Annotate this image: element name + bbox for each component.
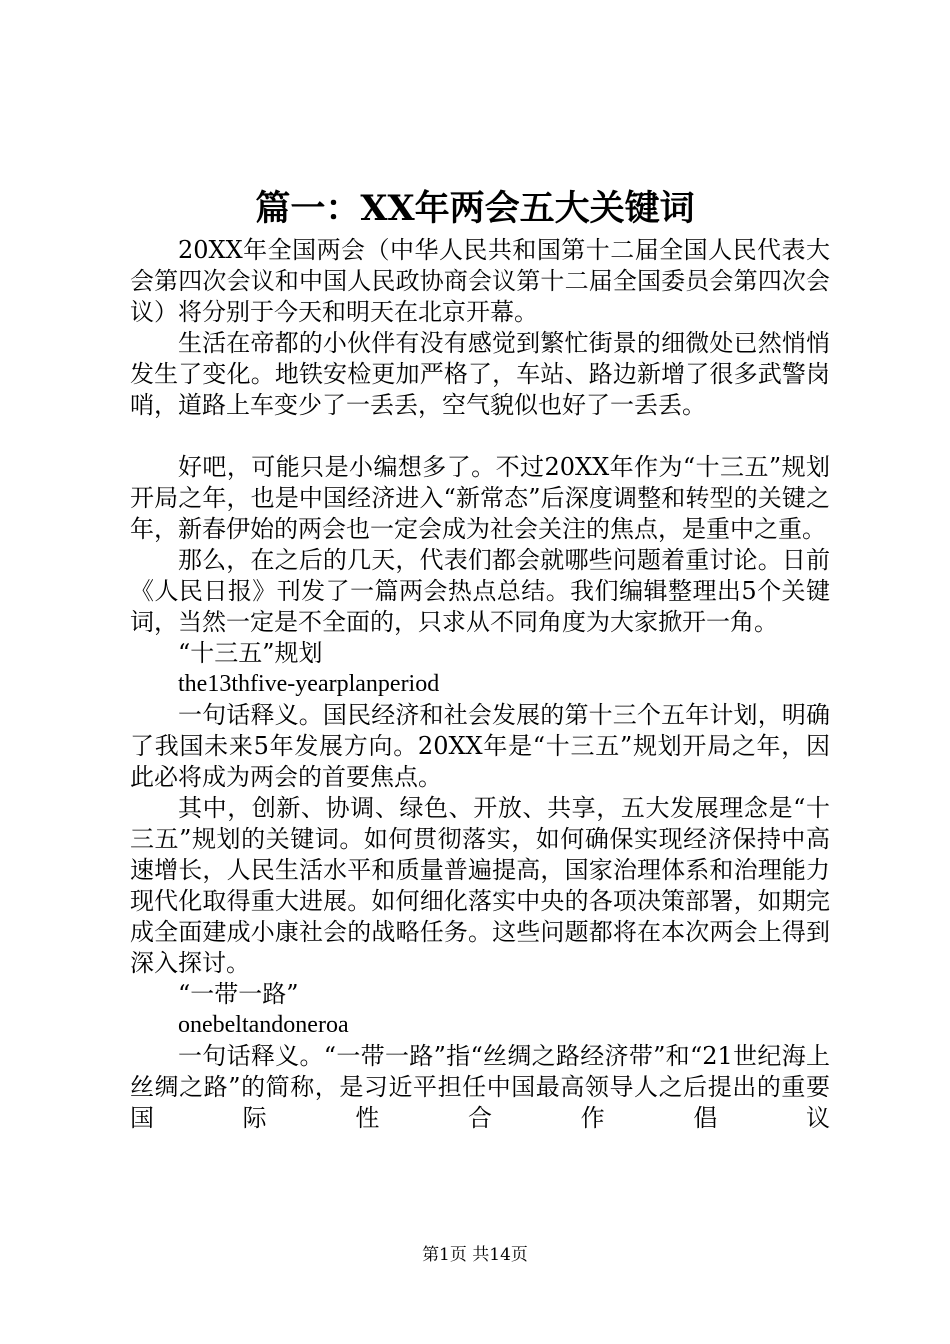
section-heading: “一带一路”	[178, 980, 299, 1008]
paragraph: 一句话释义。国民经济和社会发展的第十三个五年计划，明确了我国未来5年发展方向。20XX年是“十三五”规划开局之年，因此必将成为两会的首要焦点。	[130, 701, 830, 791]
section-heading: “十三五”规划	[178, 639, 323, 667]
page-footer: 第1页 共14页	[422, 1245, 528, 1265]
paragraph: 其中，创新、协调、绿色、开放、共享，五大发展理念是“十三五”规划的关键词。如何贯彻落实，如何确保实现经济保持中高速增长，人民生活水平和质量普遍提高，国家治理体系和治理能力现代化取得重大进展。如何细化落实中央的各项决策部署，如期完成全面建成小康社会的战略任务。这些问题都将在本次两会上得到深入探讨。	[130, 794, 830, 977]
english-term: the13thfive-yearplanperiod	[178, 671, 440, 697]
document-title: 篇一：XX年两会五大关键词	[255, 188, 695, 229]
paragraph: 那么，在之后的几天，代表们都会就哪些问题着重讨论。日前《人民日报》刊发了一篇两会热点总结。我们编辑整理出5个关键词，当然一定是不全面的，只求从不同角度为大家掀开一角。	[130, 546, 830, 636]
paragraph: 一句话释义。“一带一路”指“丝绸之路经济带”和“21世纪海上丝绸之路”的简称，是习近平担任中国最高领导人之后提出的重要国际性合作倡议	[130, 1042, 830, 1132]
document-body	[130, 235, 830, 1134]
paragraph: 好吧，可能只是小编想多了。不过20XX年作为“十三五”规划开局之年，也是中国经济进入“新常态”后深度调整和转型的关键之年，新春伊始的两会也一定会成为社会关注的焦点，是重中之重。	[130, 453, 830, 543]
paragraph: 20XX年全国两会（中华人民共和国第十二届全国人民代表大会第四次会议和中国人民政协商会议第十二届全国委员会第四次会议）将分别于今天和明天在北京开幕。	[130, 236, 830, 326]
paragraph: 生活在帝都的小伙伴有没有感觉到繁忙街景的细微处已然悄悄发生了变化。地铁安检更加严格了，车站、路边新增了很多武警岗哨，道路上车变少了一丢丢，空气貌似也好了一丢丢。	[130, 329, 830, 419]
english-term: onebeltandoneroa	[178, 1012, 349, 1038]
